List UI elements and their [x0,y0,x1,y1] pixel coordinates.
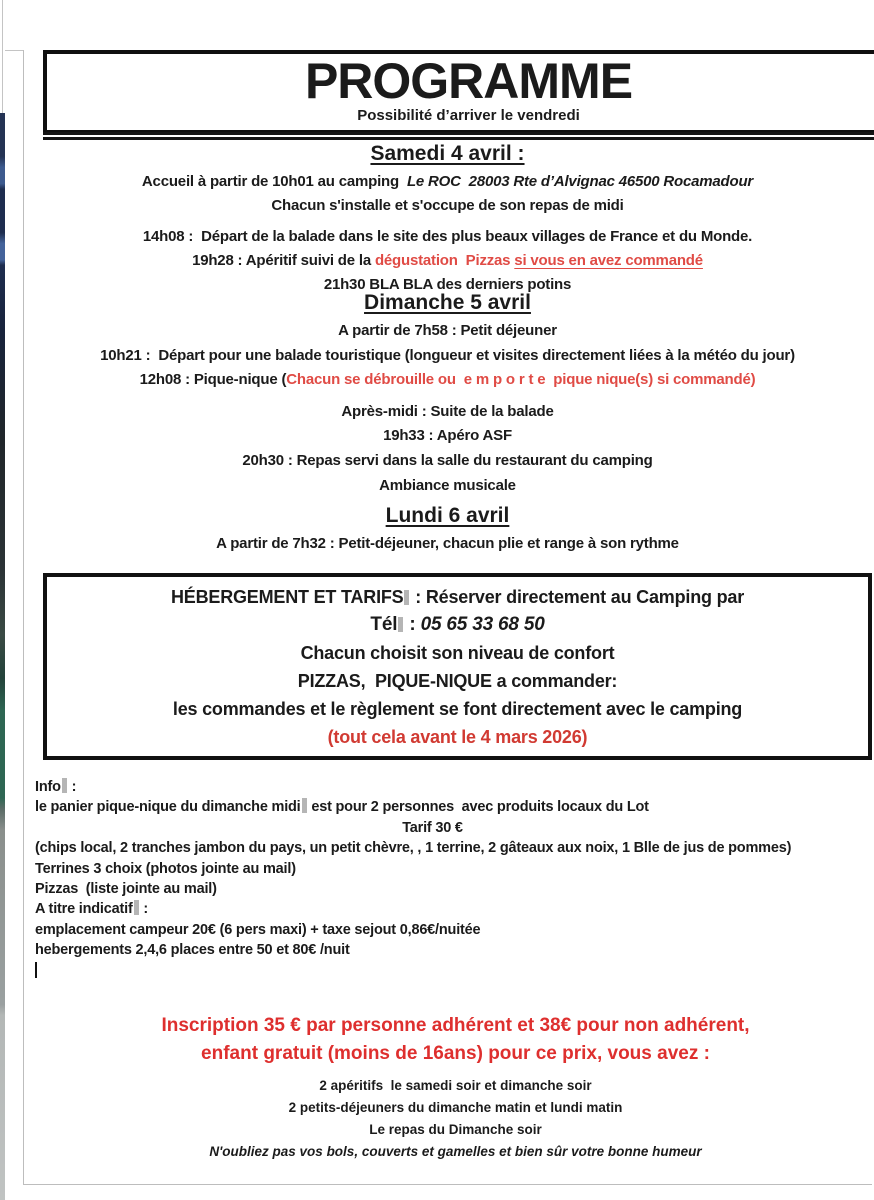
saturday-blabla-line: 21h30 BLA BLA des derniers potins [323,276,572,293]
picnic-text: 12h08 : Pique-nique ( [139,371,287,389]
sunday-music-line: Ambiance musicale [379,476,516,494]
indicative-line [35,899,830,919]
info-label: Info [35,779,61,795]
saturday-welcome-line [35,170,860,194]
camping-address: Le ROC 28003 Rte d’Alvignac 46500 Rocamadour [406,173,754,190]
cursor-mark [62,778,67,793]
sunday-picnic-line [35,368,860,393]
deadline-line: (tout cela avant le 4 mars 2026) [327,727,588,747]
inscription-block [43,1012,868,1163]
phone-colon: : [404,614,421,635]
info-heading-line [35,777,830,797]
basket-contents-line: (chips local, 2 tranches jambon du pays, un petit chèvre, , 1 terrine, 2 gâteaux aux noix, 1 Blle de jus de pommes) [35,840,792,857]
booking-box [43,573,872,760]
sunday-apero-line: 19h33 : Apéro ASF [383,427,512,445]
reminder-line: N'oubliez pas vos bols, couverts et gamelles et bien sûr votre bonne humeur [209,1144,702,1159]
sunday-breakfast-line: A partir de 7h58 : Petit déjeuner [338,322,557,339]
saturday-heading: Samedi 4 avril : [370,142,525,165]
terrines-line: Terrines 3 choix (photos jointe au mail) [35,860,296,877]
lodging-price-line: hebergements 2,4,6 places entre 50 et 80€ /nuit [35,942,350,959]
cursor-mark [302,798,307,813]
section-saturday [35,141,860,297]
sunday-afternoon-line: Après-midi : Suite de la balade [341,402,554,420]
sunday-dinner-line: 20h30 : Repas servi dans la salle du restaurant du camping [242,451,653,469]
page-title: PROGRAMME [304,53,633,109]
text-caret [35,962,37,978]
booking-title-rest: : Réserver directement au Camping par [410,587,744,607]
text-caret-line [35,961,830,981]
camper-price-line: emplacement campeur 20€ (6 pers maxi) + taxe sejout 0,86€/nuitée [35,921,481,938]
title-box [43,50,874,134]
phone-label: Tél [370,614,398,635]
pizza-tasting-text: dégustation Pizzas [374,252,515,269]
page-edge-line [2,0,3,113]
included-aperitifs-line: 2 apéritifs le samedi soir et dimanche soir [319,1078,592,1093]
saturday-aperitif-line [35,249,860,273]
phone-number: 05 65 33 68 50 [420,614,545,635]
tarif-line: Tarif 30 € [402,819,463,836]
picnic-basket-text: le panier pique-nique du dimanche midi [35,799,301,816]
indicative-colon: : [139,901,149,918]
pizzas-list-line: Pizzas (liste jointe au mail) [35,881,217,898]
included-breakfasts-line: 2 petits-déjeuners du dimanche matin et lundi matin [288,1100,623,1115]
cursor-mark [398,617,403,632]
aperitif-text: 19h28 : Apéritif suivi de la [192,252,375,269]
monday-heading: Lundi 6 avril [385,504,510,527]
section-sunday [35,290,860,498]
inscription-child-line: enfant gratuit (moins de 16ans) pour ce prix, vous avez : [201,1043,710,1064]
saturday-walk-line: 14h08 : Départ de la balade dans le site des plus beaux villages de France et du Monde. [142,228,753,245]
saturday-lunch-line: Chacun s'installe et s'occupe de son repas de midi [271,197,624,214]
info-colon: : [67,779,77,795]
cursor-mark [404,590,409,605]
indicative-text: A titre indicatif [35,901,133,918]
sunday-walk-line: 10h21 : Départ pour une balade touristique (longueur et visites directement liées à la météo du jour) [100,346,795,364]
phone-line [47,611,868,639]
order-line: PIZZAS, PIQUE-NIQUE a commander: [297,671,618,691]
section-monday [35,503,860,556]
page-edge-tick [5,50,23,51]
included-dinner-line: Le repas du Dimanche soir [369,1122,542,1137]
double-rule-divider [43,132,874,140]
booking-title-line [47,583,868,611]
background-window-sliver [0,113,5,1200]
pizza-order-note: si vous en avez commandé [514,252,703,269]
info-block [35,777,830,981]
cursor-mark [134,900,139,915]
picnic-note: Chacun se débrouille ou e m p o r t e pique nique(s) si commandé) [286,371,756,389]
picnic-basket-rest: est pour 2 personnes avec produits locaux du Lot [307,799,649,816]
inscription-price-line: Inscription 35 € par personne adhérent et 38€ pour non adhérent, [161,1015,750,1036]
payment-line: les commandes et le règlement se font directement avec le camping [172,699,743,719]
page-subtitle: Possibilité d’arriver le vendredi [357,107,580,124]
booking-title: HÉBERGEMENT ET TARIFS [171,587,404,607]
sunday-heading: Dimanche 5 avril [364,291,531,314]
picnic-basket-line [35,797,830,817]
monday-breakfast-line: A partir de 7h32 : Petit-déjeuner, chacun plie et range à son rythme [216,535,679,552]
comfort-line: Chacun choisit son niveau de confort [300,643,615,663]
saturday-welcome-text: Accueil à partir de 10h01 au camping [141,173,407,190]
